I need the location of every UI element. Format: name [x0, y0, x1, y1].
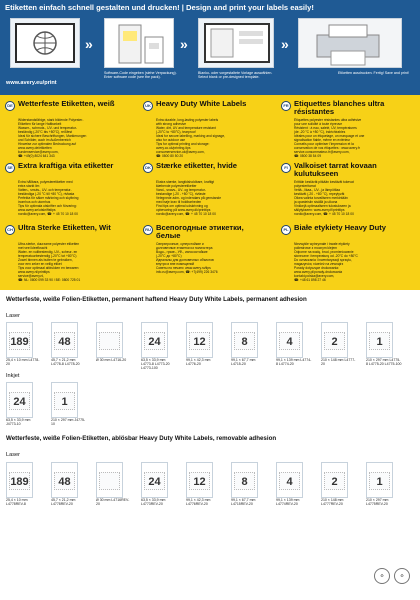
- laser-label-row: [6, 322, 416, 370]
- info-line: beständiga (-20 °C till +80 °C), rivfasta: [18, 192, 75, 197]
- labels-per-sheet: 8: [234, 332, 255, 350]
- info-line: www.avery.pl/porady-drukowania: [294, 270, 343, 275]
- labels-per-sheet: 1: [369, 472, 390, 490]
- info-line: Водо-, грязе-, УФ-, износостойкие: [156, 250, 208, 255]
- info-line: Советы по печати: www.avery.ru/tips: [156, 266, 211, 271]
- info-line: nordic@avery.com, ☎: + 45 70 10 18 00: [156, 212, 216, 217]
- steps-strip: [0, 18, 420, 80]
- labels-per-sheet: 48: [54, 472, 75, 490]
- info-text: [156, 180, 268, 216]
- info-panel: [0, 95, 420, 290]
- info-block-fi: [281, 163, 405, 221]
- labels-per-sheet: 2: [324, 332, 345, 350]
- step-printer-image: [298, 18, 402, 68]
- info-line: Widerstandsfähige, stark bildende Polyester-: [18, 118, 84, 122]
- info-title: Wetterfeste Etiketten, weiß: [18, 99, 115, 108]
- info-block-uk: [143, 101, 267, 159]
- language-badge: PL: [281, 225, 291, 235]
- info-title: Białe etykiety Heavy Duty: [294, 223, 387, 232]
- headline: Etiketten einfach schnell gestalten und drucken! | Design and print your labels easily!: [5, 3, 314, 12]
- language-badge: FR: [281, 101, 291, 111]
- info-line: Vand-, snavs-, UV- og temperatur-: [156, 188, 206, 193]
- info-line: Idéales pour un étiquetage, un marquage et une: [294, 134, 365, 139]
- labels-per-sheet: [99, 472, 120, 490]
- info-line: Extra durable, long-lasting polyester labels: [156, 118, 219, 122]
- section-permanent-title: Wetterfeste, weiße Folien-Etiketten, permanent haftend Heavy Duty White Labels, permanent adhesion: [6, 296, 307, 303]
- info-line: met veel kleefkracht: [18, 246, 48, 251]
- language-badge: RU: [143, 225, 153, 235]
- section-removable-title: Wetterfeste, weiße Folien-Etiketten, ablösbar Heavy Duty White Labels, removable adhesion: [6, 435, 277, 442]
- info-line: Extra hållbara, polyesteretiketter med: [18, 180, 73, 184]
- language-badge: SE: [5, 163, 15, 173]
- label-size-code: 63,5 × 33,9 mm L4773REV-20: [141, 498, 166, 506]
- info-line: kestävät (-20 - +80 °C), repeytyvät: [294, 192, 345, 197]
- info-line: ☎: NL: 0800 099 33 90 / BE: 0800 725 01: [18, 278, 81, 283]
- labels-per-sheet: 12: [189, 332, 210, 350]
- recycle-icon: ♻: [394, 568, 410, 584]
- footer-logos: [374, 566, 414, 590]
- info-line: kundenservice@avery.com,: [18, 150, 59, 155]
- laser-label: Laser: [6, 313, 20, 319]
- info-line: Water, dirt, UV and temperature resistant: [156, 126, 216, 131]
- info-title: Heavy Duty White Labels: [156, 99, 247, 108]
- info-line: service@avery.nl,: [18, 274, 45, 279]
- info-line: extra starkt lim: [18, 184, 40, 189]
- info-line: Идеальны для долговечных объектов: [156, 258, 214, 263]
- info-line: magazynów, również na zewnątrz: [294, 262, 344, 267]
- info-line: słoneczne i temperaturę od -20°C do +80°C: [294, 254, 358, 259]
- chevron-right-icon: »: [180, 36, 188, 52]
- info-line: Résistent : à eau, saleté, UV, températures: [294, 126, 357, 131]
- labels-per-sheet: 1: [369, 332, 390, 350]
- info-text: [18, 180, 130, 216]
- language-badge: FI: [281, 163, 291, 173]
- recycle-icon: ♻: [374, 568, 390, 584]
- labels-per-sheet: [99, 332, 120, 350]
- label-sheet-icon: [186, 322, 213, 358]
- step-3-caption: Etiketten ausdrucken. Fertig! Save and print!: [338, 71, 409, 75]
- laser-label: Laser: [6, 452, 20, 458]
- label-sheet-icon: [231, 322, 258, 358]
- info-title: Etiquettes blanches ultra résistantes: [294, 99, 385, 116]
- label-size-code: 45,7 × 21,2 mm L4778-8 L4778-20: [51, 358, 80, 366]
- info-line: nordic@avery.com, ☎: + 45 70 10 18 00: [294, 212, 354, 217]
- label-sheet-icon: [321, 462, 348, 498]
- labels-per-sheet: 8: [234, 472, 255, 490]
- info-line: med høje krav til holdbarheden: [156, 200, 202, 205]
- info-line: polyesteritarrat: [294, 184, 316, 189]
- info-line: inomhus och utomhus: [18, 200, 51, 205]
- info-line: pour une solidité à toute épreuve: [294, 122, 343, 127]
- chevron-right-icon: »: [281, 36, 289, 52]
- info-block-ch: [5, 225, 129, 283]
- chevron-right-icon: »: [85, 36, 93, 52]
- header-band: [0, 0, 420, 95]
- info-line: klæbende polyesteretiketter: [156, 184, 197, 189]
- label-size-code: 99,1 × 67,7 mm L4715REV-20: [231, 498, 256, 506]
- label-sheet-icon: [276, 462, 303, 498]
- info-line: voor een zeker en veilig etiket: [18, 262, 62, 267]
- label-sheet-icon: [141, 462, 168, 498]
- info-line: Сверхпрочные, суперстойкие и: [156, 242, 204, 246]
- label-size-code: Ø 30 mm L4716REV-20: [96, 498, 130, 506]
- label-size-code: 63,5 × 33,9 mm J4773-10: [6, 418, 31, 426]
- info-line: Ekstra stærke, langtidsholdbare, kraftigt: [156, 180, 215, 184]
- label-sheet-icon: [321, 322, 348, 358]
- info-line: (de -20 °C à +80 °C), indéchirables: [294, 130, 346, 135]
- info-block-pl: [281, 225, 405, 283]
- info-block-fr: [281, 101, 405, 159]
- info-text: [294, 180, 406, 216]
- info-line: долговечные этикетки из полиэстера: [156, 246, 213, 251]
- label-size-code: Ø 30 mm L4716-20: [96, 358, 127, 362]
- info-title: Valkoiset tarrat kovaan kulutukseen: [294, 161, 377, 178]
- info-line: Ideal for secure labelling, marking and signage,: [156, 134, 226, 139]
- step-template-image: [198, 18, 274, 68]
- info-line: Oikea valinta turvalliseen merkintään: [294, 196, 348, 201]
- info-line: bestandige (-20 - +80 °C), rivfaste: [156, 192, 206, 197]
- info-line: Perfekta för säker märkning och skyltning: [18, 196, 79, 201]
- label-sheet-icon: [366, 462, 393, 498]
- info-line: und Schilder, auch im Außenbereich: [18, 138, 71, 143]
- info-line: внутри и вне помещений: [156, 262, 195, 267]
- label-sheet-icon: [186, 462, 213, 498]
- info-line: temperatuurbestendig (-20°C tot +80°C): [18, 254, 77, 259]
- label-sheet-icon: [6, 462, 33, 498]
- labels-per-sheet: 24: [144, 332, 165, 350]
- inkjet-label-row: [6, 382, 416, 426]
- labels-per-sheet: 2: [324, 472, 345, 490]
- label-sheet-icon: [6, 322, 33, 358]
- info-line: Etiketten für lange Haltbarkeit: [18, 122, 62, 127]
- info-line: ☎: 0800 80 50 20: [156, 154, 184, 159]
- label-sheet-icon: [51, 462, 78, 498]
- info-line: Ideal für sichere Beschriftungen, Markierungen: [18, 134, 87, 139]
- info-line: Find tips om optimal udskrivning og: [156, 204, 208, 209]
- label-size-code: 210 × 297 mm L4775-8 L4775-20 L4775-100: [366, 358, 402, 366]
- info-block-ru: [143, 225, 267, 283]
- label-size-code: 210 × 148 mm L4777-20: [321, 358, 356, 366]
- labels-per-sheet: 4: [279, 332, 300, 350]
- info-line: Wasser-, schmutz-, UV- und temperatur-: [18, 126, 78, 131]
- label-size-code: 45,7 × 21,2 mm L4778REV-20: [51, 498, 76, 506]
- labels-per-sheet: 24: [9, 392, 30, 410]
- removable-label-row: [6, 462, 416, 506]
- info-line: avery.co.uk/printing-tips: [156, 146, 191, 151]
- label-sheet-icon: [231, 462, 258, 498]
- label-sheet-icon: [141, 322, 168, 358]
- info-line: Vinkkejä optimaaliseen tulostukseen ja: [294, 204, 351, 209]
- info-line: Water- en vuilbestendig, UV-, scheur- en: [18, 250, 78, 255]
- label-size-code: 99,1 × 42,3 mm L4776-20: [186, 358, 211, 366]
- label-sheet-icon: [51, 322, 78, 358]
- info-title: Stærke etiketter, hvide: [156, 161, 238, 170]
- labels-per-sheet: 4: [279, 472, 300, 490]
- labels-per-sheet: 48: [54, 332, 75, 350]
- label-sheet-icon: [96, 322, 123, 358]
- info-line: www.avery.de/etiketten: [18, 146, 52, 151]
- label-size-code: 25,4 × 10 mm L4778-20: [6, 358, 40, 366]
- label-sheet-icon: [51, 382, 78, 418]
- info-line: www.avery.se/utskriftstips: [18, 208, 56, 213]
- step-monitor-image: [10, 18, 80, 68]
- info-line: Étiquettes polyester résistantes ultra adhésive: [294, 118, 362, 122]
- label-size-code: 99,1 × 139 mm L4774REV-20: [276, 498, 300, 506]
- label-size-code: 210 × 297 mm L4775REV-20: [366, 498, 389, 506]
- info-line: service.consommateur-fr@avery.com,: [294, 150, 350, 155]
- info-line: Velegnede adm- og indendørs på genstande: [156, 196, 222, 201]
- info-line: ja opasteisiin sisällä ja ulkona: [294, 200, 338, 205]
- info-line: Niezwykle wytrzymałe i trwałe etykiety: [294, 242, 350, 246]
- info-line: (-20°C до +80°C): [156, 254, 182, 259]
- step-2-caption: Blanko- oder vorgestaltete Vorlage auswählen. Select blank or pre-designed template.: [198, 71, 273, 80]
- info-line: kontakt.polska@avery.com,: [294, 274, 335, 279]
- info-line: www.avery.nl/printtips: [18, 270, 50, 275]
- info-text: [18, 242, 130, 282]
- info-line: Tips voor optimaal afdrukken en bewaren:: [18, 266, 80, 271]
- label-size-code: 99,1 × 139 mm L4774-8 L4774-20: [276, 358, 312, 366]
- info-block-dk: [143, 163, 267, 221]
- info-title: Ultra Sterke Etiketten, Wit: [18, 223, 111, 232]
- step-software-image: [104, 18, 174, 68]
- info-title: Extra kraftiga vita etiketter: [18, 161, 114, 170]
- labels-per-sheet: 24: [144, 472, 165, 490]
- labels-per-sheet: 12: [189, 472, 210, 490]
- labels-per-sheet: 189: [9, 332, 30, 350]
- label-size-code: 210 × 148 mm L4777REV-20: [321, 498, 344, 506]
- print-url: www.avery.eu/print: [6, 80, 57, 86]
- label-size-code: 210 × 297 mm J4775-10: [51, 418, 86, 426]
- language-badge: DK: [143, 163, 153, 173]
- info-line: Do oznaczania i inwentaryzacji sprzętu,: [294, 258, 352, 263]
- label-sheet-icon: [276, 322, 303, 358]
- inkjet-label: Inkjet: [6, 373, 20, 379]
- info-line: info-ru@avery.com, ☎: +7(499) 226 3476: [156, 270, 218, 275]
- step-1-caption: Software-Code eingeben (siehe Verpackung). Enter software code (see the pack).: [104, 71, 177, 80]
- info-text: [156, 118, 268, 158]
- info-line: Zowel binnen als buiten te gebruiken,: [18, 258, 73, 263]
- info-line: nordic@avery.com, ☎: + 45 70 10 18 00: [18, 212, 78, 217]
- info-line: Porady dotyczące drukowania:: [294, 266, 339, 271]
- info-block-de: [5, 101, 129, 159]
- info-line: conservation de vos étiquettes : www.avery.fr: [294, 146, 360, 151]
- info-line: opbevaring på www.avery.dk/printtips: [156, 208, 211, 213]
- language-badge: CH: [5, 225, 15, 235]
- label-sheet-icon: [366, 322, 393, 358]
- label-size-code: 25,4 × 10 mm L4778REV-8: [6, 498, 28, 506]
- info-line: signalisation fiable, même en extérieur: [294, 138, 351, 143]
- monitor-icon: [15, 23, 75, 63]
- label-size-code: 99,1 × 42,3 mm L4776REV-20: [186, 498, 211, 506]
- label-sheet-icon: [6, 382, 33, 418]
- info-line: ☎: +48 61 898 27 46: [294, 278, 326, 283]
- language-badge: DE: [5, 101, 15, 111]
- info-line: Erittäin kestävät pitkään kestävät tukevat: [294, 180, 354, 184]
- info-line: poliestrowe z mocnym klejem: [294, 246, 338, 251]
- info-line: Tips för optimala utskrifter och förvaring:: [18, 204, 77, 209]
- info-line: (-20°C to +80°C), tearproof: [156, 130, 196, 135]
- label-sheet-icon: [96, 462, 123, 498]
- label-size-code: 99,1 × 67,7 mm L4715-20: [231, 358, 256, 366]
- info-line: Vettä-, likaa-, UV-, ja lämpötilaa: [294, 188, 340, 193]
- info-line: beständig (-20°C bis +80°C), reißfest: [18, 130, 73, 135]
- info-line: Conseils pour optimiser l'impression et la: [294, 142, 354, 147]
- info-line: Odporne na wodę, brud, promieniowanie: [294, 250, 354, 255]
- info-title: Всепогодные этикетки, белые: [156, 223, 244, 240]
- info-text: [294, 242, 406, 282]
- info-line: ☎: 0800 38 54 09: [294, 154, 322, 159]
- info-line: consumerservice-uk@avery.com,: [156, 150, 205, 155]
- info-line: also for outdoor use: [156, 138, 186, 143]
- info-line: with strong adhesive: [156, 122, 187, 127]
- label-size-code: 63,5 × 33,9 mm L4773-8 L4773-20 L4773-100: [141, 358, 170, 370]
- info-line: Vatten-, smuts-, UV- och temperatur-: [18, 188, 72, 193]
- language-badge: UK: [143, 101, 153, 111]
- labels-per-sheet: 1: [54, 392, 75, 410]
- info-text: [18, 118, 130, 158]
- labels-per-sheet: 189: [9, 472, 30, 490]
- info-line: säilytykseen: www.avery.fi/printtips: [294, 208, 345, 213]
- info-line: Hinweise zur optimalen Bedruckung auf: [18, 142, 77, 147]
- info-text: [294, 118, 406, 158]
- info-block-se: [5, 163, 129, 221]
- info-line: ☎: +49(0) 8024 641 343: [18, 154, 55, 159]
- info-line: Tips for optimal printing and storage:: [156, 142, 210, 147]
- info-text: [156, 242, 268, 274]
- info-line: Ultra-sterke, duurzame polyester etiketten: [18, 242, 80, 246]
